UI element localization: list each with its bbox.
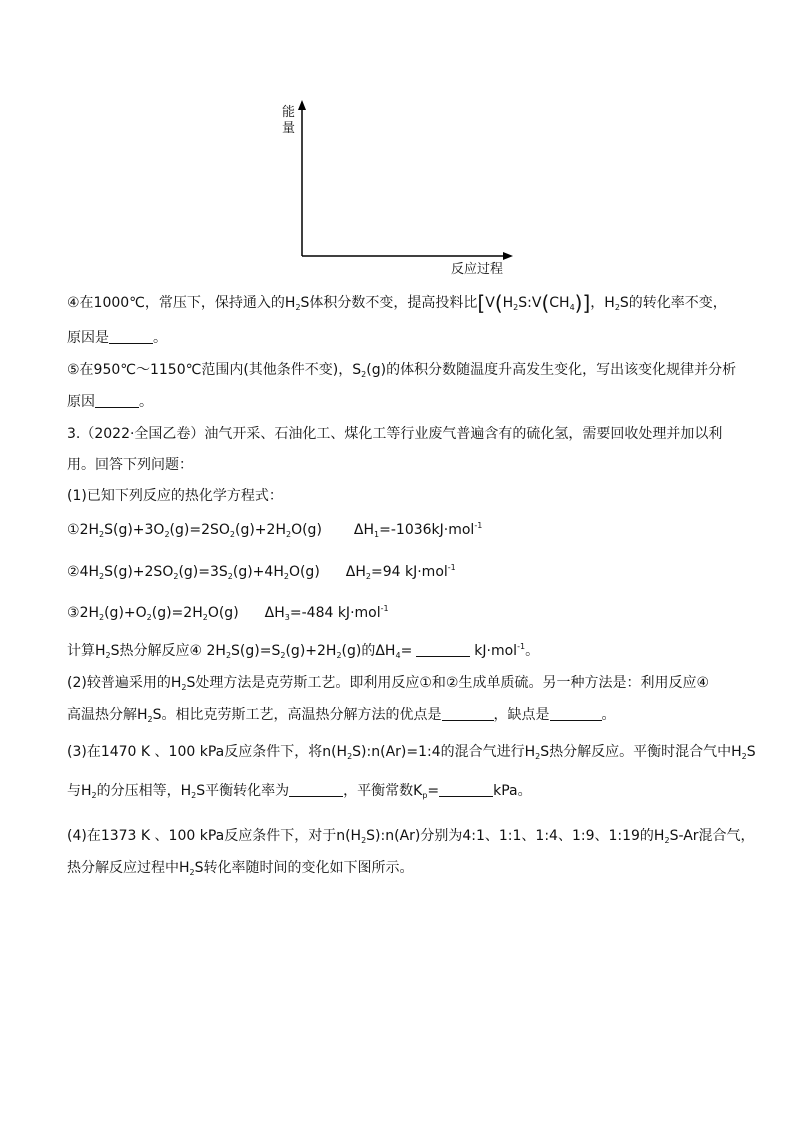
answer-blank[interactable]: [95, 393, 139, 408]
energy-diagram: [0, 0, 794, 290]
kp-blank[interactable]: [439, 782, 493, 797]
q3-part3-line1: (3)在1470 K 、100 kPa反应条件下，将$n(H_2S):n(Ar)=1:4$的混合气进行$H_2S$热分解反应。平衡时混合气中$H_2S$: [67, 744, 756, 761]
q3-calc-line: 计算$H_2S$热分解反应④ $2H_2S(g)=S_2(g)+2H_2(g)$的$\Delta H_4= kJ\cdot mol^{-1}$。: [67, 642, 540, 660]
disadvantage-blank[interactable]: [550, 706, 602, 721]
q3-intro-line1: 3.（2022·全国乙卷）油气开采、石油化工、煤化工等行业废气普遍含有的硫化氢，需要回收处理并加以利: [67, 426, 723, 442]
equation-2: $②4H_2S(g)+2SO_2(g)=3S_2(g)+4H_2O(g)$ $\Delta H_2=94$ kJ·mol$^{-1}$: [67, 563, 456, 581]
q3-part2-line2: 高温热分解$H_2S$。相比克劳斯工艺，高温热分解方法的优点是 ，缺点是 。: [67, 707, 616, 724]
q3-intro-line2: 用。回答下列问题：: [67, 457, 193, 473]
q3-part4-line1: (4)在1373 K 、100 kPa反应条件下，对于$n(H_2S):n(Ar)$分别为4:1、1:1、1:4、1:9、1:19的$H_2S-Ar$混合气，: [67, 828, 755, 845]
x-axis-arrow: [503, 252, 513, 260]
y-axis-arrow: [298, 100, 306, 110]
x-axis-label: 反应过程: [451, 262, 504, 277]
answer-blank[interactable]: [109, 329, 153, 344]
conversion-blank[interactable]: [289, 782, 343, 797]
q3-part2-line1: (2)较普遍采用的$H_2S$处理方法是克劳斯工艺。即利用反应①和②生成单质硫。另一种方法是：利用反应④: [67, 675, 709, 692]
equation-1: $①2H_2S(g)+3O_2(g)=2SO_2(g)+2H_2O(g)$ $\Delta H_1=-1036kJ\cdot mol^{-1}$: [67, 521, 483, 539]
q2-part5-line2: 原因 。: [67, 394, 153, 410]
q2-part4-line1: ④在1000℃，常压下，保持通入的$H_2S$体积分数不变，提高投料比[$V(H_2S:V(CH_4)]$，$H_2S$的转化率不变，: [67, 291, 727, 315]
equation-3: $③2H_2(g)+O_2(g)=2H_2O(g)$ $\Delta H_3=-484$ kJ·mol$^{-1}$: [67, 604, 389, 622]
advantage-blank[interactable]: [442, 706, 494, 721]
q3-part1-heading: (1)已知下列反应的热化学方程式：: [67, 488, 283, 504]
q3-part3-line2: 与$H_2$的分压相等，$H_2S$平衡转化率为 ，平衡常数$K_p=$ kPa。: [67, 783, 532, 800]
q3-part4-line2: 热分解反应过程中$H_2S$转化率随时间的变化如下图所示。: [67, 860, 414, 877]
delta-h4-blank[interactable]: [416, 642, 470, 657]
q2-part5-line1: ⑤在950℃～1150℃范围内(其他条件不变)，$S_2(g)$的体积分数随温度升高发生变化，写出该变化规律并分析: [67, 362, 737, 379]
y-axis-label: 能 量: [282, 105, 296, 136]
q2-part4-line2: 原因是 。: [67, 330, 167, 346]
